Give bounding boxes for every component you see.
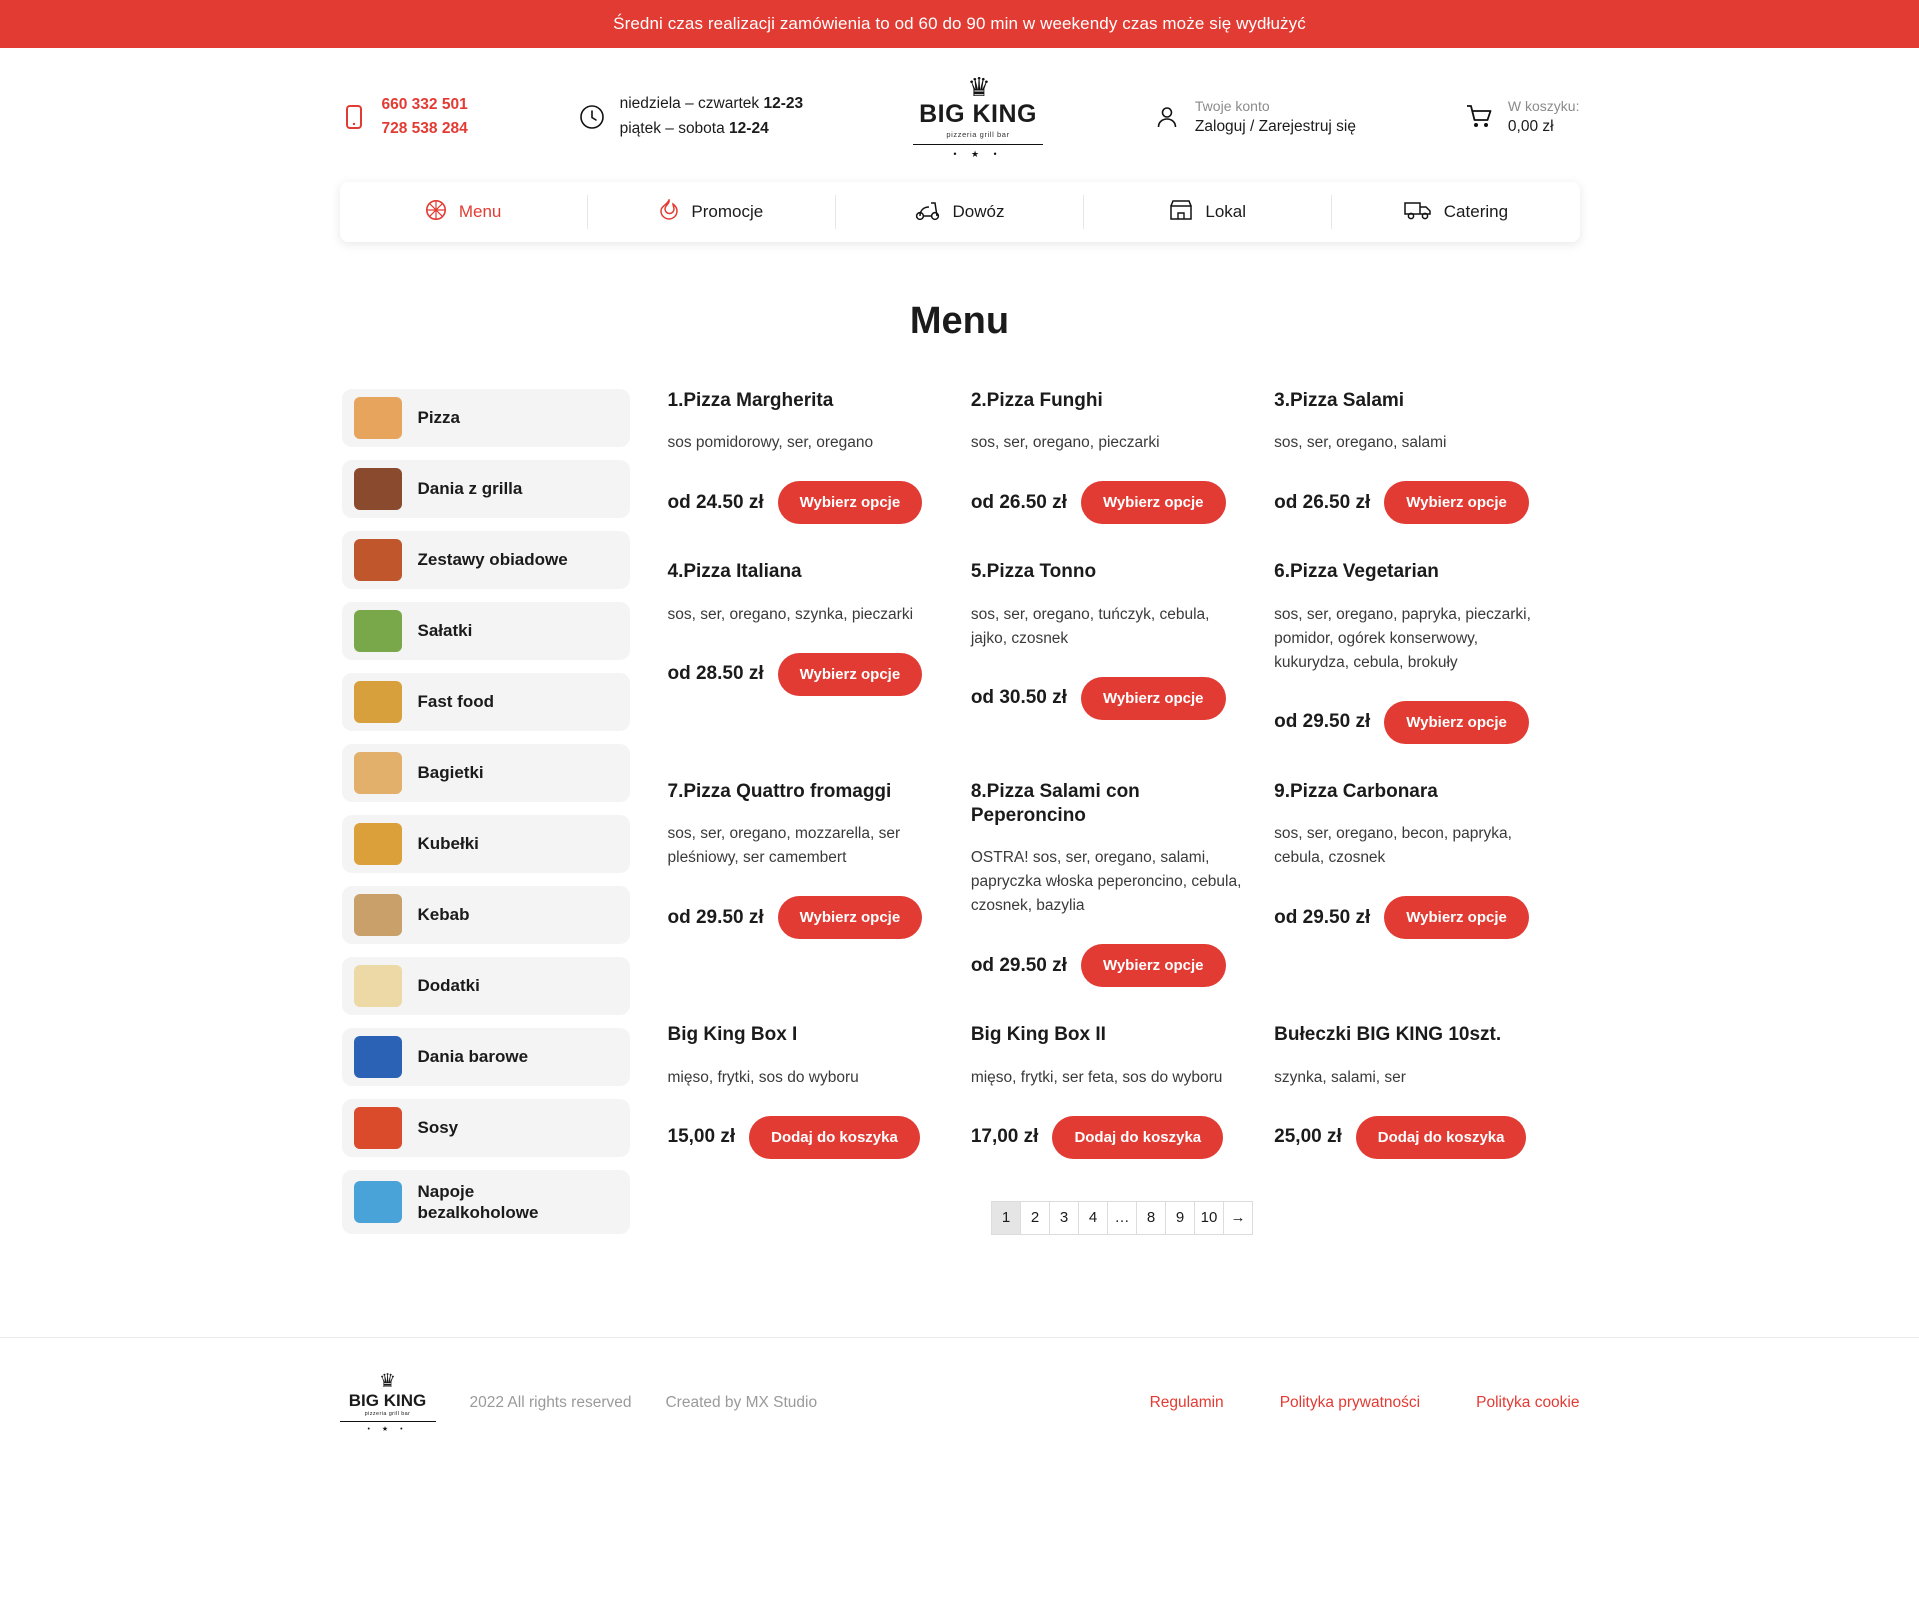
product-card — [971, 560, 1274, 743]
choose-options-button[interactable]: Wybierz opcje — [1081, 677, 1226, 720]
choose-options-button[interactable]: Wybierz opcje — [1081, 944, 1226, 987]
sidebar-item-dodatki[interactable] — [342, 957, 630, 1015]
hours-time-1: 12-23 — [763, 95, 804, 113]
product-card — [668, 1023, 971, 1158]
category-thumb-icon — [354, 1036, 402, 1078]
hours-days-1: niedziela – czwartek — [619, 95, 764, 113]
nav-label: Menu — [458, 202, 502, 221]
category-label: Kebab — [417, 905, 470, 925]
hours-time-2: 12-24 — [729, 120, 769, 137]
product-card — [1274, 1023, 1577, 1158]
product-name: 5.Pizza Tonno — [970, 561, 1097, 583]
crown-icon: ♛ — [967, 72, 989, 102]
sidebar-item-salatki[interactable] — [342, 602, 630, 660]
pagination-page[interactable]: 2 — [1020, 1201, 1050, 1235]
pagination-next-button[interactable]: → — [1223, 1201, 1253, 1235]
product-name: 1.Pizza Margherita — [667, 390, 834, 411]
add-to-cart-button[interactable]: Dodaj do koszyka — [749, 1116, 920, 1159]
nav-item-dowoz[interactable] — [836, 195, 1084, 229]
product-description: sos, ser, oregano, pieczarki — [970, 434, 1160, 452]
add-to-cart-button[interactable]: Dodaj do koszyka — [1356, 1116, 1527, 1159]
pagination-page[interactable]: 9 — [1165, 1201, 1195, 1235]
product-card — [971, 1023, 1274, 1158]
pagination-page[interactable]: 8 — [1136, 1201, 1166, 1235]
choose-options-button[interactable]: Wybierz opcje — [1384, 481, 1529, 524]
product-card — [668, 560, 971, 743]
storefront-icon — [1169, 199, 1193, 225]
copyright-text: 2022 All rights reserved — [469, 1393, 632, 1411]
product-name: 9.Pizza Carbonara — [1274, 780, 1438, 802]
product-description: OSTRA! sos, ser, oregano, salami, papryczka włoska peperoncino, cebula, czosnek, bazylia — [970, 849, 1242, 915]
footer-logo[interactable] — [340, 1372, 436, 1433]
user-icon — [1153, 103, 1181, 131]
pagination-page[interactable]: 3 — [1049, 1201, 1079, 1235]
cart-amount: 0,00 zł — [1507, 118, 1554, 135]
sidebar-item-sosy[interactable] — [342, 1099, 630, 1157]
product-card — [1274, 560, 1577, 743]
nav-item-lokal[interactable] — [1084, 195, 1332, 229]
footer-logo-brand: BIG KING — [348, 1391, 427, 1410]
account-block[interactable] — [1153, 98, 1356, 136]
sidebar-item-napoje-bezalkoholowe[interactable] — [342, 1170, 630, 1234]
site-header — [0, 48, 1919, 182]
product-price: od 29.50 zł — [1274, 711, 1371, 733]
truck-icon — [1404, 199, 1432, 225]
pagination-page[interactable]: 1 — [991, 1201, 1021, 1235]
choose-options-button[interactable]: Wybierz opcje — [778, 896, 923, 939]
category-thumb-icon — [354, 752, 402, 794]
category-label: Bagietki — [417, 763, 484, 783]
product-name: Big King Box II — [970, 1024, 1106, 1046]
product-card — [668, 780, 971, 988]
category-label: Dodatki — [417, 976, 480, 996]
nav-label: Catering — [1443, 202, 1509, 221]
sidebar-item-bagietki[interactable] — [342, 744, 630, 802]
product-card — [1274, 780, 1577, 988]
nav-item-catering[interactable] — [1332, 195, 1579, 229]
footer-link-polityka-cookie[interactable]: Polityka cookie — [1476, 1393, 1580, 1411]
product-name: 6.Pizza Vegetarian — [1274, 561, 1439, 583]
flame-icon — [659, 199, 679, 225]
product-price: od 30.50 zł — [970, 687, 1067, 709]
category-thumb-icon — [354, 823, 402, 865]
category-label: Dania barowe — [417, 1047, 529, 1067]
product-name: Big King Box I — [667, 1024, 798, 1046]
category-sidebar — [342, 389, 630, 1247]
nav-item-menu[interactable] — [340, 195, 588, 229]
category-label: Napoje bezalkoholowe — [417, 1181, 539, 1222]
logo-stars: • ★ • — [913, 144, 1043, 160]
category-label: Zestawy obiadowe — [417, 550, 568, 570]
product-name: 2.Pizza Funghi — [970, 390, 1103, 411]
product-name: Bułeczki BIG KING 10szt. — [1274, 1024, 1502, 1046]
product-price: od 29.50 zł — [970, 954, 1067, 976]
site-logo[interactable] — [913, 74, 1043, 160]
product-price: od 29.50 zł — [667, 906, 764, 928]
product-name: 3.Pizza Salami — [1274, 390, 1405, 411]
choose-options-button[interactable]: Wybierz opcje — [1384, 701, 1529, 744]
category-thumb-icon — [354, 397, 402, 439]
category-thumb-icon — [354, 965, 402, 1007]
logo-brand: BIG KING — [919, 100, 1037, 128]
product-name: 8.Pizza Salami con Peperoncino — [970, 780, 1140, 826]
category-thumb-icon — [354, 610, 402, 652]
nav-item-promocje[interactable] — [588, 195, 836, 229]
product-description: sos, ser, oregano, salami — [1274, 434, 1447, 452]
sidebar-item-kebab[interactable] — [342, 886, 630, 944]
phone-number-2[interactable]: 728 538 284 — [381, 120, 468, 137]
product-card — [668, 389, 971, 524]
pagination — [992, 1201, 1253, 1235]
category-label: Kubełki — [417, 834, 479, 854]
choose-options-button[interactable]: Wybierz opcje — [1081, 481, 1226, 524]
category-thumb-icon — [354, 468, 402, 510]
footer-logo-stars: • ★ • — [340, 1421, 436, 1433]
page-title: Menu — [909, 300, 1010, 342]
created-by-text: Created by MX Studio — [665, 1393, 818, 1411]
add-to-cart-button[interactable]: Dodaj do koszyka — [1052, 1116, 1223, 1159]
phone-block — [340, 93, 468, 141]
footer-logo-subtitle: pizzeria grill bar — [364, 1411, 411, 1417]
product-description: szynka, salami, ser — [1274, 1068, 1406, 1086]
site-footer — [0, 1338, 1919, 1481]
product-description: sos, ser, oregano, tuńczyk, cebula, jajko, czosnek — [970, 605, 1210, 647]
category-label: Sałatki — [417, 621, 473, 641]
product-description: sos, ser, oregano, papryka, pieczarki, pomidor, ogórek konserwowy, kukurydza, cebula, brokuły — [1274, 605, 1531, 671]
cart-label: W koszyku: — [1507, 98, 1580, 114]
product-name: 7.Pizza Quattro fromaggi — [667, 780, 892, 802]
sidebar-item-kubelki[interactable] — [342, 815, 630, 873]
delivery-time-banner — [0, 0, 1919, 48]
product-price: 17,00 zł — [970, 1126, 1039, 1148]
category-thumb-icon — [354, 539, 402, 581]
footer-link-regulamin[interactable]: Regulamin — [1149, 1393, 1224, 1411]
hours-days-2: piątek – sobota — [619, 120, 730, 137]
product-card — [1274, 389, 1577, 524]
banner-text: Średni czas realizacji zamówienia to od 60 do 90 min w weekendy czas może się wydłużyć — [613, 14, 1306, 33]
choose-options-button[interactable]: Wybierz opcje — [778, 481, 923, 524]
category-label: Pizza — [417, 408, 461, 428]
pagination-page[interactable]: 10 — [1194, 1201, 1224, 1235]
category-thumb-icon — [354, 894, 402, 936]
phone-icon — [340, 103, 368, 131]
product-description: sos, ser, oregano, becon, papryka, cebula, czosnek — [1274, 825, 1512, 867]
logo-subtitle: pizzeria grill bar — [946, 130, 1010, 139]
product-price: od 24.50 zł — [667, 491, 764, 513]
sidebar-item-dania-barowe[interactable] — [342, 1028, 630, 1086]
category-thumb-icon — [354, 1107, 402, 1149]
main-navigation — [340, 182, 1580, 242]
product-price: od 29.50 zł — [1274, 906, 1371, 928]
clock-icon — [578, 103, 606, 131]
cart-block[interactable] — [1466, 98, 1580, 136]
product-grid — [668, 389, 1578, 1195]
product-card — [971, 389, 1274, 524]
sidebar-item-zestawy-obiadowe[interactable] — [342, 531, 630, 589]
product-description: sos, ser, oregano, mozzarella, ser pleśniowy, ser camembert — [667, 825, 901, 867]
category-label: Sosy — [417, 1118, 459, 1138]
cart-icon — [1466, 103, 1494, 131]
pizza-icon — [425, 199, 447, 225]
nav-label: Promocje — [691, 202, 764, 221]
product-price: 15,00 zł — [667, 1126, 736, 1148]
choose-options-button[interactable]: Wybierz opcje — [1384, 896, 1529, 939]
pagination-ellipsis: … — [1107, 1201, 1137, 1235]
choose-options-button[interactable]: Wybierz opcje — [778, 653, 923, 696]
product-price: 25,00 zł — [1274, 1126, 1342, 1148]
category-label: Dania z grilla — [417, 479, 523, 499]
account-label: Twoje konto — [1194, 98, 1270, 114]
product-price: od 26.50 zł — [1274, 491, 1371, 513]
opening-hours-block — [578, 92, 804, 142]
nav-label: Dowóz — [952, 202, 1005, 221]
product-description: sos pomidorowy, ser, oregano — [667, 434, 874, 452]
product-description: sos, ser, oregano, szynka, pieczarki — [667, 605, 914, 623]
sidebar-item-pizza[interactable] — [342, 389, 630, 447]
category-label: Fast food — [417, 692, 494, 712]
category-thumb-icon — [354, 681, 402, 723]
pagination-page[interactable]: 4 — [1078, 1201, 1108, 1235]
product-description: mięso, frytki, sos do wyboru — [667, 1068, 859, 1086]
sidebar-item-dania-z-grilla[interactable] — [342, 460, 630, 518]
footer-link-polityka-prywatnosci[interactable]: Polityka prywatności — [1279, 1393, 1421, 1411]
crown-icon: ♛ — [378, 1371, 397, 1392]
product-price: od 28.50 zł — [667, 663, 764, 685]
nav-label: Lokal — [1205, 202, 1247, 221]
phone-number-1[interactable]: 660 332 501 — [381, 95, 468, 113]
scooter-icon — [915, 199, 941, 225]
product-price: od 26.50 zł — [970, 491, 1067, 513]
product-name: 4.Pizza Italiana — [667, 561, 802, 583]
product-card — [971, 780, 1274, 988]
category-thumb-icon — [354, 1181, 402, 1223]
sidebar-item-fast-food[interactable] — [342, 673, 630, 731]
login-register-link[interactable]: Zaloguj / Zarejestruj się — [1194, 118, 1356, 135]
product-description: mięso, frytki, ser feta, sos do wyboru — [970, 1068, 1223, 1086]
